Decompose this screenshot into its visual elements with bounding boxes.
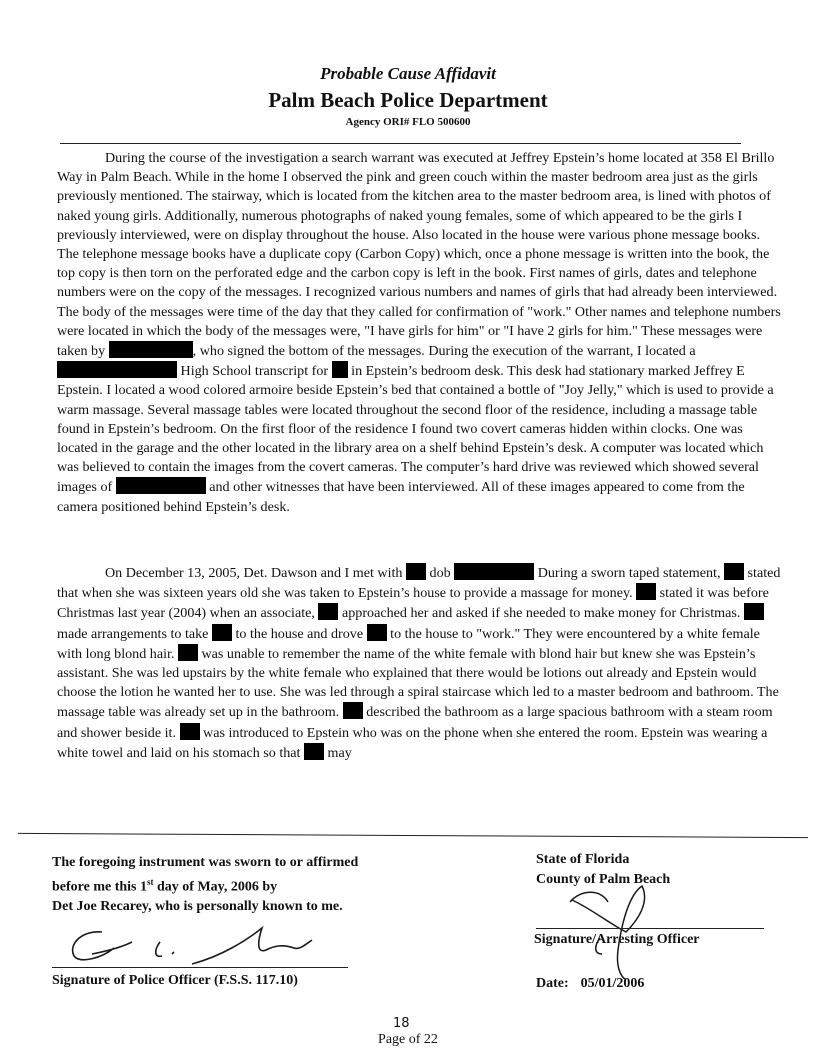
police-officer-signature-label: Signature of Police Officer (F.S.S. 117.10)	[52, 973, 298, 988]
text-segment: approached her and asked if she needed to make money for Christmas.	[338, 605, 744, 622]
date-value: 05/01/2006	[580, 976, 645, 991]
text-segment: High School transcript for	[177, 363, 332, 380]
sworn-line-3: Det Joe Recarey, who is personally known to me.	[52, 898, 343, 914]
redaction-block	[636, 583, 656, 600]
text-segment: described the bathroom as a large spacious bathroom with a steam room and shower beside it.	[57, 704, 773, 741]
sworn-line-2-text: before me this 1	[52, 879, 147, 895]
handwritten-page-number: 18	[393, 1016, 410, 1031]
signature-stroke	[192, 928, 312, 964]
redaction-block	[744, 603, 764, 620]
paragraph-search-warrant	[57, 149, 781, 517]
signature-stroke	[73, 932, 132, 960]
arresting-officer-signature-label: Signature/Arresting Officer	[534, 932, 700, 947]
department-name: Palm Beach Police Department	[268, 88, 548, 112]
redaction-block	[724, 563, 744, 580]
right-signature-line	[536, 928, 764, 929]
text-segment: On December 13, 2005, Det. Dawson and I met with	[105, 565, 406, 581]
text-segment: During the course of the investigation a search warrant was executed at Jeffrey Epstein’s home located at 358 El Brillo Way in Palm Beach. While in the home I observed the pink and green couch within the master bedroom area just as the girls previously mentioned. The stairway, which is located from the kitchen area to the master bedroom area, is lined with photos of naked young girls. Additionally, numerous photographs of naked young females, some of which appeared to be the girls I previously interviewed, were on display throughout the house. Also located in the house were various phone message books. The telephone message books have a duplicate copy (Carbon Copy) which, once a phone message is written into the book, the top copy is then torn on the perforated edge and the carbon copy is left in the book. First names of girls, dates and telephone numbers were on the copy of the messages. I recognized various numbers and names of girls that had already been interviewed. The body of the messages were time of the day that they called for confirmation of "work." Other names and telephone numbers were located in which the body of the messages were, "I have girls for him" or "I have 2 girls for him." These messages were taken by	[57, 150, 781, 360]
date-label: Date:	[536, 976, 569, 991]
text-segment: stated that when she was sixteen years old she was taken to Epstein’s house to provide a massage for money.	[57, 565, 781, 602]
agency-ori: Agency ORI# FLO 500600	[345, 116, 471, 128]
state-label: State of Florida	[536, 852, 630, 867]
redaction-block	[318, 603, 338, 620]
sworn-line-2	[52, 873, 358, 897]
redaction-block	[332, 361, 348, 378]
redaction-block	[454, 563, 534, 580]
page-number: Page of 22	[378, 1032, 438, 1047]
paragraph-sworn-statement	[57, 563, 781, 763]
signature-stroke	[156, 942, 174, 956]
redaction-block	[343, 702, 363, 719]
left-signature-line	[52, 967, 348, 968]
header-rule	[60, 143, 741, 144]
sworn-statement-block	[52, 853, 358, 916]
redaction-block	[178, 644, 198, 661]
date-line	[536, 976, 644, 992]
redaction-block	[406, 563, 426, 580]
text-segment: in Epstein’s bedroom desk. This desk had stationary marked Jeffrey E Epstein. I located a wood colored armoire beside Epstein’s bed that contained a bottle of "Joy Jelly," which is used to provide a warm massage. Several massage tables were located throughout the second floor of the residence, including a massage table found in Epstein’s bedroom. On the first floor of the residence I found two covert cameras hidden within clocks. One was located in the garage and the other located in the library area on a shelf behind Epstein’s desk. A computer was located which was believed to contain the images from the covert cameras. The computer’s hard drive was reviewed which showed several images of	[57, 363, 774, 496]
redaction-block	[109, 341, 193, 358]
document-title: Probable Cause Affidavit	[320, 64, 496, 83]
signature-stroke	[570, 892, 608, 902]
text-segment: stated it was before Christmas last year (2004) when an associate,	[57, 585, 769, 622]
text-segment: and other witnesses that have been interviewed. All of these images appeared to come from the camera positioned behind Epstein’s desk.	[57, 479, 745, 515]
county-label: County of Palm Beach	[536, 872, 671, 887]
redaction-block	[212, 624, 232, 641]
text-segment: made arrangements to take	[57, 625, 212, 642]
redaction-block	[180, 723, 200, 740]
redaction-block	[367, 624, 387, 641]
text-segment: dob	[426, 565, 455, 581]
text-segment: was introduced to Epstein who was on the phone when she entered the room. Epstein was wearing a white towel and laid on his stomach so that	[57, 724, 768, 761]
sworn-line-2-text: day of May, 2006 by	[153, 879, 278, 895]
text-segment: During a sworn taped statement,	[534, 565, 725, 581]
redaction-block	[57, 361, 177, 378]
text-segment: was unable to remember the name of the white female with blond hair but knew she was Epstein’s assistant. She was led upstairs by the white female who explained that there would be lotions out already and Epstein would choose the lotion he wanted her to use. She was led through a spiral staircase which led to a master bedroom and bathroom. The massage table was already set up in the bathroom.	[57, 645, 779, 721]
text-segment: , who signed the bottom of the messages. During the execution of the warrant, I located a	[192, 343, 696, 360]
text-segment: may	[324, 744, 352, 761]
text-segment: to the house and drove	[231, 625, 367, 642]
footer-rule	[18, 833, 808, 838]
sworn-line-1: The foregoing instrument was sworn to or affirmed	[52, 855, 359, 870]
notary-signature	[62, 920, 322, 970]
redaction-block	[116, 477, 206, 494]
redaction-block	[304, 743, 324, 760]
ordinal-suffix: st	[147, 876, 154, 887]
text-segment: to the house to "work." They were encountered by a white female with long blond hair.	[57, 625, 760, 662]
